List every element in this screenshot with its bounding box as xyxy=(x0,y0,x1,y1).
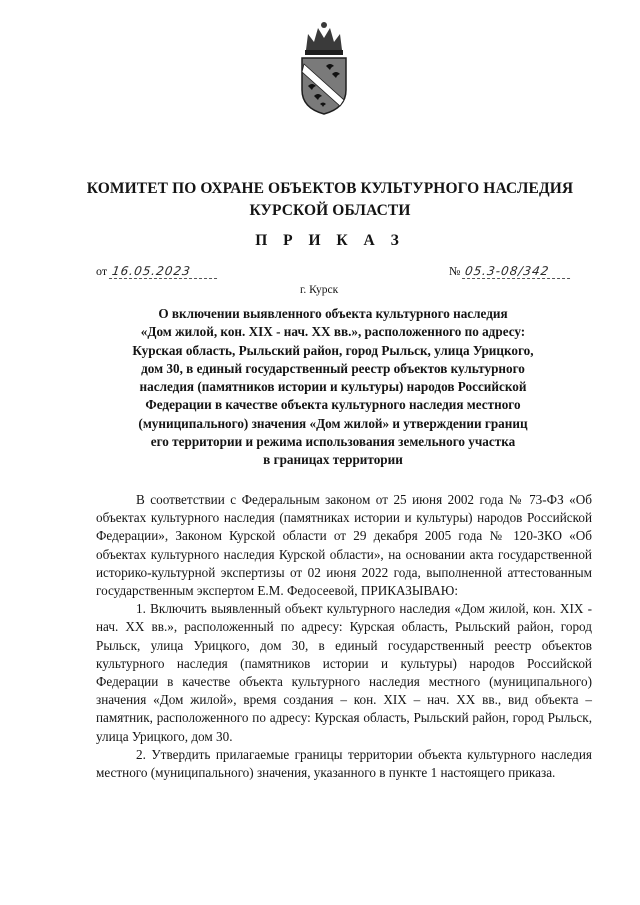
subject-line: его территории и режима использования земельного участка xyxy=(150,434,516,450)
preamble-paragraph: В соответствии с Федеральным законом от 25 июня 2002 года № 73-ФЗ «Об объектах культурного наследия (памятниках истории и культуры) народов Российской Федерации», Законом Курской области от 29 декабря 2005 года № 120-ЗКО «Об объектах культурного наследия Курской области», на основании акта государственной историко-культурной экспертизы от 02 июня 2022 года, выполненной аттестованным государственным экспертом Е.М. Федосеевой, ПРИКАЗЫВАЮ: xyxy=(96,492,592,599)
subject-line: дом 30, в единый государственный реестр объектов культурного xyxy=(141,360,525,376)
subject-line: наследия (памятников истории и культуры) народов Российской xyxy=(139,379,527,395)
subject-line: (муниципального) значения «Дом жилой» и утверждении границ xyxy=(138,415,528,431)
subject-line: О включении выявленного объекта культурного наследия xyxy=(158,306,508,321)
order-number xyxy=(449,264,571,279)
subject-line: Федерации в качестве объекта культурного наследия местного xyxy=(145,397,521,413)
kursk-coat-of-arms-icon xyxy=(296,20,352,116)
date-prefix: от xyxy=(96,264,108,278)
organization-title-line2: КУРСКОЙ ОБЛАСТИ xyxy=(249,202,411,219)
date-handwritten: 16.05.2023 xyxy=(109,264,219,279)
order-subject xyxy=(78,305,588,470)
order-item-1: 1. Включить выявленный объект культурного наследия «Дом жилой, кон. XIX - нач. XX вв.», расположенный по адресу: Курская область, Рыльский район, город Рыльск, улица Урицкого, дом 30, в единый государственный реестр объектов культурного наследия (памятников истории и культуры) народов Российской Федерации в качестве объекта культурного наследия местного (муниципального) значения «Дом жилой», время создания – кон. XIX – нач. XX вв., вид объекта – памятник, расположенного по адресу: Курская область, Рыльский район, город Рыльск, улица Урицкого, дом 30. xyxy=(96,601,592,744)
subject-line: Курская область, Рыльский район, город Рыльск, улица Урицкого, xyxy=(132,342,534,358)
subject-line: в границах территории xyxy=(263,452,403,468)
order-item-2: 2. Утвердить прилагаемые границы территории объекта культурного наследия местного (муниципального) значения, указанного в пункте 1 настоящего приказа. xyxy=(96,746,592,781)
organization-title-line1: КОМИТЕТ ПО ОХРАНЕ ОБЪЕКТОВ КУЛЬТУРНОГО НАСЛЕДИЯ xyxy=(86,180,574,197)
organization-title xyxy=(60,178,600,222)
order-date xyxy=(96,264,218,279)
order-body xyxy=(96,491,592,782)
number-prefix: № xyxy=(449,264,461,278)
number-handwritten: 05.3-08/342 xyxy=(462,264,572,279)
city-label: г. Курск xyxy=(300,284,339,296)
subject-line: «Дом жилой, кон. XIX - нач. XX вв.», расположенного по адресу: xyxy=(140,324,526,340)
document-type-heading: П Р И К А З xyxy=(255,232,405,249)
